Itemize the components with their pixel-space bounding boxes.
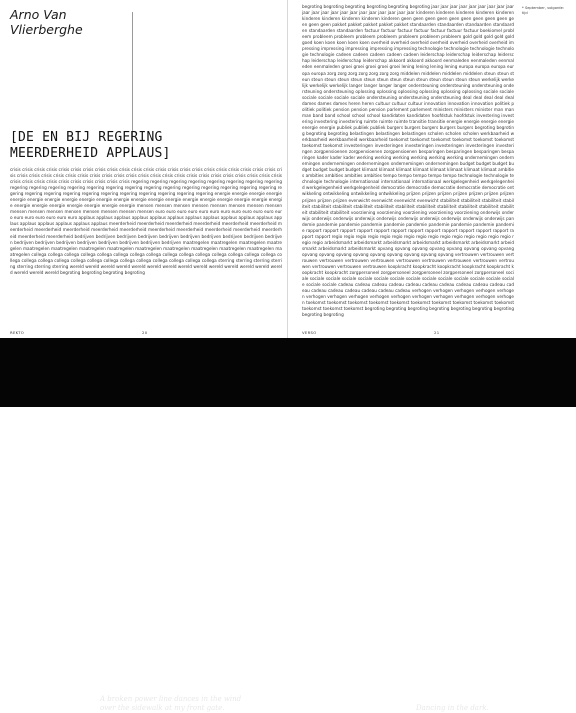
right-body-text: begroting begroting begroting begroting begroting begroting jaar jaar jaar jaar jaar jaar jaar jaar jaar jaar jaar jaar jaar jaar jaar jaar jaar jaar jaar jaar jaar kinderen kinderen kinderen kinderen kinderen kinderen kinderen kinderen kinderen kinderen geen geen geen geen geen geen geen geen geen geen geen geen pakket pakket pakket pakket pakket standaarden standaarden standaarden standaarden standaarden standaarden factuur factuur factuur factuur factuur factuur factuur boekiomel probleem probleem probleem probleem probleem probleem probleem probleem gold gold gold gold gold goed koen koen koen koen koen overheid overheid overheid overheid overheid overheid overheid impressing impressing impressing impressing impressing technologie technologie technologie technologie technologie cadeen cadeen cadeen cadeen cadeen leiderschap leiderschap leiderschap leiderschap leiderschap leiderschap leiderschap akkoord akkoord akkoord eenmaleden eenmaleden eenmaleden eenmaleden groei groei groei groei groei lening lening lening lening europa europa europa europa europa zorg zorg zorg zorg zorg zorg zorg middelen middelen middelen middelen steun steun steun steun steun steun steun steun steun steun steun steun steun steun steun steun werkelijk werkelijk werkelijk werkelijk langer langer langer langer ondersteuning ondersteuning ondersteuning ondersteuning ondersteuning oplossing oplossing oplossing oplossing oplossing oplossing sociale sociale sociale sociale sociale sociale ondersteuning ondersteuning ondersteuning deal deal deal deal deal dames dames dames heren heren cultuur cultuur cultuur innovation innovation innovation politiek politiek politiek pension pension pension parlement parlement ministers ministers minister man man man band band school school school kandidaten kandidaten hoofdstuk hoofdstuk investering investering investering investering ruimte ruimte ruimte transitie transitie energie energie energie energie energie energie publiek publiek publiek burgers burgers burgers burgers burgers begroting begroting begroting begroting belastingen belastingen belastingen scholen scholen scholen werkbaarheid werkbaarheid werkbaarheid werkbaarheid toekomst toekomst toekomst toekomst toekomst toekomst toekomst toekomst investeringen investeringen investeringen investeringen investeringen investeringen zorgpensioenen zorgpensioenen zorgpensioenen besparingen besparingen besparingen besparingen kader kader kader werking werking werking werking werking werking ondernemingen ondernemingen ondernemingen ondernemingen ondernemingen ondernemingen budget budget budget budget budget budget budget klimaat klimaat klimaat klimaat klimaat klimaat klimaat klimaat ambities ambities ambities ambities ambities tempo tempo tempo tempo tempo technologie technologie technologie technologie internationaal internationaal internationaal werkgelegenheid werkgelegenheid werkgelegenheid werkgelegenheid democratie democratie democratie democratie democratie ontwikkeling ontwikkeling ontwikkeling ontwikkeling prijzen prijzen prijzen prijzen prijzen prijzen prijzen prijzen prijzen prijzen evenwicht evenwicht evenwicht evenwicht stabiliteit stabiliteit stabiliteit stabiliteit stabiliteit stabiliteit stabiliteit stabiliteit stabiliteit stabiliteit stabiliteit stabiliteit stabiliteit stabiliteit stabiliteit stabiliteit voorziening voorziening voorziening voorziening voorziening onderwijs onderwijs onderwijs onderwijs onderwijs onderwijs onderwijs onderwijs onderwijs onderwijs onderwijs pandemie pandemie pandemie pandemie pandemie pandemie pandemie pandemie pandemie pandemie rapport rapport rapport rapport rapport rapport rapport rapport rapport rapport rapport rapport rapport rapport regio regio regio regio regio regio regio regio regio regio regio regio regio regio regio regio regio arbeidsmarkt arbeidsmarkt arbeidsmarkt arbeidsmarkt arbeidsmarkt arbeidsmarkt arbeidsmarkt arbeidsmarkt arbeidsmarkt opvang opvang opvang opvang opvang opvang opvang opvang opvang opvang opvang opvang opvang opvang opvang opvang opvang vertrouwen vertrouwen vertrouwen vertrouwen vertrouwen vertrouwen vertrouwen vertrouwen vertrouwen vertrouwen vertrouwen vertrouwen vertrouwen vertrouwen koopkracht koopkracht koopkracht koopkracht koopkracht koopkracht koopkracht zorgpersoneel zorgpersoneel zorgpersoneel zorgpersoneel zorgpersoneel sociale sociale sociale sociale sociale sociale sociale sociale sociale sociale sociale sociale sociale sociale sociale sociale cadeau cadeau cadeau cadeau cadeau cadeau cadeau cadeau cadeau cadeau cadeau cadeau cadeau cadeau cadeau cadeau cadeau verhogen verhogen verhogen verhogen verhogen verhogen verhogen verhogen verhogen verhogen verhogen verhogen verhogen verhogen verhogen toekomst toekomst toekomst toekomst toekomst toekomst toekomst toekomst toekomst toekomst toekomst toekomst toekomst begroting begroting begroting begroting begroting begroting begroting begroting begroting xyxy=(302,4,514,318)
author-first-name: Arno Van xyxy=(10,7,67,22)
folio-label-right: VERSO xyxy=(302,330,317,335)
side-note: * September, volgorde: tijd xyxy=(522,6,565,15)
caption-quote-left xyxy=(100,695,241,713)
right-page xyxy=(288,0,576,338)
caption-quote-right: Dancing in the dark. xyxy=(416,704,489,712)
author-last-name: Vlierberghe xyxy=(10,22,83,37)
page-title xyxy=(10,130,284,162)
caption-line-2: over the sidewalk at my front gate. xyxy=(100,704,225,712)
page-number-right: 21 xyxy=(434,330,440,335)
left-page xyxy=(0,0,287,338)
title-line-1: [DE EN BIJ REGERING xyxy=(10,130,163,145)
title-line-2: MEERDERHEID APPLAUS] xyxy=(10,146,171,161)
author-name xyxy=(10,7,83,37)
page-number-left: 20 xyxy=(142,330,148,335)
book-spread xyxy=(0,0,576,338)
caption-line-1: A broken power line dances in the wind xyxy=(100,695,242,703)
folio-label-left: REKTO xyxy=(10,330,25,335)
left-body-text: crisis crisis crisis crisis crisis crisis crisis crisis crisis crisis crisis crisis crisis crisis crisis crisis crisis crisis crisis crisis crisis crisis crisis crisis crisis crisis crisis crisis crisis crisis crisis crisis crisis crisis crisis crisis crisis crisis crisis crisis crisis crisis crisis crisis crisis crisis crisis crisis crisis crisis crisis crisis crisis crisis crisis regering regering regering regering regering regering regering regering regering regering regering regering regering regering regering regering regering regering regering regering regering regering regering regering regering regering regering regering regering regering regering regering regering energie energie energie energie energie energie energie energie energie energie energie energie energie energie energie energie energie energie energie energie energie energie energie energie energie energie energie mensen mensen mensen mensen mensen mensen mensen mensen mensen mensen mensen mensen mensen mensen mensen mensen euro euro euro euro euro euro euro euro euro euro euro euro euro euro euro euro euro euro applaus applaus applaus applaus applaus applaus applaus applaus applaus applaus applaus applaus applaus applaus applaus applaus applaus meerderheid meerderheid meerderheid meerderheid meerderheid meerderheid meerderheid meerderheid meerderheid meerderheid meerderheid meerderheid meerderheid meerderheid meerderheid meerderheid meerderheid meerderheid bedrijven bedrijven bedrijven bedrijven bedrijven bedrijven bedrijven bedrijven bedrijven bedrijven bedrijven bedrijven bedrijven bedrijven bedrijven bedrijven bedrijven bedrijven maatregelen maatregelen maatregelen maatregelen maatregelen maatregelen maatregelen maatregelen maatregelen maatregelen maatregelen maatregelen maatregelen maatregelen collega collega collega collega collega collega collega collega collega collega collega collega collega collega collega collega collega collega collega collega collega collega collega collega collega collega collega collega sterring sterring sterring sterring sterring sterring sterring wereld wereld wereld wereld wereld wereld wereld wereld wereld wereld wereld wereld wereld wereld wereld wereld wereld begroting begroting begroting begroting xyxy=(10,167,282,275)
caption-band xyxy=(0,338,576,712)
